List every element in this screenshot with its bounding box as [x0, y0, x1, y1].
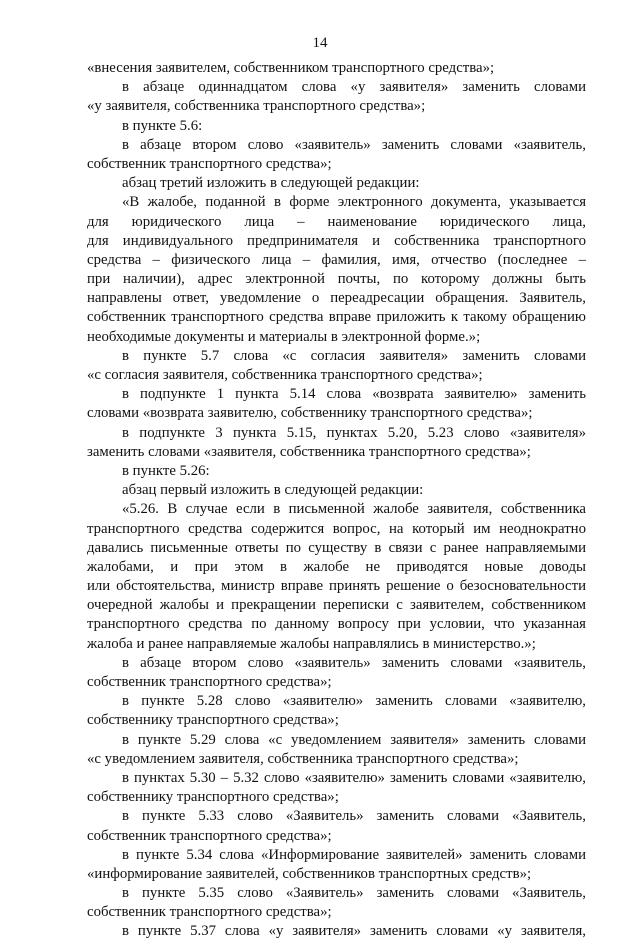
text-line: «5.26. В случае если в письменной жалобе заявителя, собственника [122, 501, 586, 518]
text-line: в пункте 5.26: [122, 462, 210, 479]
text-line: «с согласия заявителя, собственника транспортного средства»; [87, 367, 483, 383]
text-line: в подпункте 3 пункта 5.15, пунктах 5.20, 5.23 слово «заявителя» [122, 424, 586, 441]
text-line: «внесения заявителем, собственником транспортного средства»; [87, 60, 495, 76]
text-line: для индивидуального предпринимателя и собственника транспортного [87, 232, 586, 249]
text-line: транспортного средства по данному вопросу при условии, что указанная [87, 616, 586, 633]
text-line: для юридического лица – наименование юридического лица, [87, 213, 586, 230]
text-line: «у заявителя, собственника транспортного средства»; [87, 98, 426, 115]
text-line: транспортного средства содержится вопрос, на который им неоднократно [87, 520, 586, 537]
text-line: «В жалобе, поданной в форме электронного документа, указывается [122, 194, 586, 211]
text-line: собственник транспортного средства»; [87, 674, 332, 690]
text-line: абзац третий изложить в следующей редакции: [122, 175, 420, 192]
text-line: в пункте 5.29 слова «с уведомлением заявителя» заменить словами [122, 731, 586, 748]
page-number: 14 [312, 35, 328, 51]
text-line: в пункте 5.35 слово «Заявитель» заменить словами «Заявитель, [122, 885, 586, 902]
text-line: средства – физического лица – фамилия, имя, отчество (последнее – [87, 251, 586, 268]
text-line: собственнику транспортного средства»; [87, 712, 339, 729]
text-line: словами «возврата заявителю, собственнику транспортного средства»; [87, 405, 533, 422]
text-line: при наличии), адрес электронной почты, по которому должны быть [87, 271, 586, 288]
text-line: жалоба и ранее направляемые жалобы направлялись в министерство.»; [87, 635, 536, 652]
text-line: в пункте 5.6: [122, 117, 203, 134]
text-line: в пункте 5.33 слово «Заявитель» заменить словами «Заявитель, [122, 808, 586, 825]
text-line: «информирование заявителей, собственников транспортных средств»; [87, 865, 532, 882]
text-line: собственник транспортного средства»; [87, 904, 332, 921]
document-body [87, 59, 586, 942]
text-line: в абзаце втором слово «заявитель» заменить словами «заявитель, [122, 136, 586, 153]
text-line: в пункте 5.7 слова «с согласия заявителя» заменить словами [122, 347, 586, 364]
text-line: в подпункте 1 пункта 5.14 слова «возврата заявителю» заменить [122, 386, 586, 403]
text-line: в пункте 5.34 слова «Информирование заявителей» заменить словами [122, 846, 586, 863]
text-line: в абзаце втором слово «заявитель» заменить словами «заявитель, [122, 654, 586, 671]
text-line: давались письменные ответы по существу в связи с ранее направляемыми [87, 539, 586, 556]
text-line: в абзаце одиннадцатом слова «у заявителя» заменить словами [122, 79, 586, 96]
text-line: жалобами, и при этом в жалобе не приводятся новые доводы [87, 558, 586, 575]
text-line: собственник транспортного средства вправе приложить к такому обращению [87, 309, 586, 326]
text-line: заменить словами «заявителя, собственника транспортного средства»; [87, 443, 531, 460]
text-line: в пункте 5.37 слова «у заявителя» заменить словами «у заявителя, [122, 923, 586, 940]
text-line: собственник транспортного средства»; [87, 827, 332, 844]
text-line: в пунктах 5.30 – 5.32 слово «заявителю» заменить словами «заявителю, [122, 769, 586, 786]
text-line: необходимые документы и материалы в электронной форме.»; [87, 328, 481, 345]
text-line: абзац первый изложить в следующей редакции: [122, 482, 424, 499]
text-line: очередной жалобы и прекращении переписки с заявителем, собственником [87, 597, 586, 614]
text-line: или обстоятельства, министр вправе принять решение о безосновательности [87, 578, 586, 595]
text-line: собственник транспортного средства»; [87, 155, 332, 172]
text-line: направлены ответ, уведомление о переадресации обращения. Заявитель, [87, 290, 586, 307]
text-line: собственнику транспортного средства»; [87, 789, 339, 806]
text-line: в пункте 5.28 слово «заявителю» заменить словами «заявителю, [122, 693, 586, 710]
text-line: «с уведомлением заявителя, собственника транспортного средства»; [87, 750, 519, 767]
